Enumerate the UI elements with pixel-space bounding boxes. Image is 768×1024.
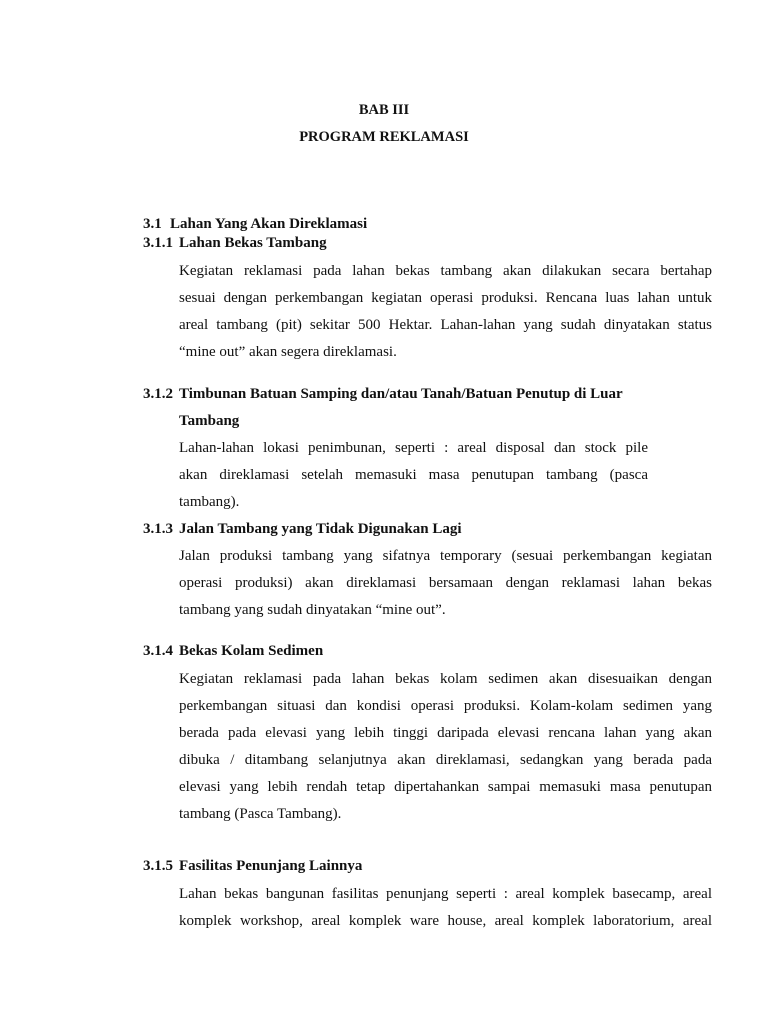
section-title: Fasilitas Penunjang Lainnya [179, 858, 363, 874]
paragraph-line: komplek workshop, areal komplek ware house, areal komplek laboratorium, areal [179, 913, 712, 929]
section-number: 3.1.3 [143, 521, 173, 537]
paragraph-line: tambang yang sudah dinyatakan “mine out”. [179, 602, 446, 618]
section-number: 3.1 [143, 216, 162, 232]
section-3-1-3-heading [143, 521, 462, 538]
paragraph-line: dibuka / ditambang selanjutnya akan direklamasi, sedangkan yang berada pada [179, 752, 712, 768]
paragraph-line: areal tambang (pit) sekitar 500 Hektar. Lahan-lahan yang sudah dinyatakan status [179, 317, 712, 333]
paragraph-line: perkembangan situasi dan kondisi operasi produksi. Kolam-kolam sedimen yang [179, 698, 712, 714]
paragraph-line: tambang (Pasca Tambang). [179, 806, 342, 822]
paragraph-line: Kegiatan reklamasi pada lahan bekas kolam sedimen akan disesuaikan dengan [179, 671, 712, 687]
paragraph-line: Jalan produksi tambang yang sifatnya temporary (sesuai perkembangan kegiatan [179, 548, 712, 564]
section-number: 3.1.4 [143, 643, 173, 659]
chapter-number: BAB III [358, 102, 410, 118]
section-title: Lahan Bekas Tambang [179, 235, 327, 251]
paragraph-line: berada pada elevasi yang lebih tinggi daripada elevasi rencana lahan yang akan [179, 725, 712, 741]
section-3-1-2-heading [143, 386, 623, 403]
section-number: 3.1.2 [143, 386, 173, 402]
paragraph-line: Lahan bekas bangunan fasilitas penunjang seperti : areal komplek basecamp, areal [179, 886, 712, 902]
section-number: 3.1.1 [143, 235, 173, 251]
section-3-1-2-heading-cont: Tambang [179, 413, 240, 429]
section-3-1-4-heading [143, 643, 323, 660]
section-3-1-heading [143, 216, 367, 233]
paragraph-line: Kegiatan reklamasi pada lahan bekas tambang akan dilakukan secara bertahap [179, 263, 712, 279]
paragraph-line: tambang). [179, 494, 240, 510]
chapter-title: PROGRAM REKLAMASI [299, 129, 469, 145]
paragraph-line: “mine out” akan segera direklamasi. [179, 344, 397, 360]
section-3-1-5-heading [143, 858, 362, 875]
section-title: Bekas Kolam Sedimen [179, 643, 324, 659]
section-title: Jalan Tambang yang Tidak Digunakan Lagi [179, 521, 462, 537]
paragraph-line: Lahan-lahan lokasi penimbunan, seperti : areal disposal dan stock pile [179, 440, 648, 456]
paragraph-line: elevasi yang lebih rendah tetap dipertahankan sampai memasuki masa penutupan [179, 779, 712, 795]
section-number: 3.1.5 [143, 858, 173, 874]
paragraph-line: sesuai dengan perkembangan kegiatan operasi produksi. Rencana luas lahan untuk [179, 290, 712, 306]
paragraph-line: akan direklamasi setelah memasuki masa penutupan tambang (pasca [179, 467, 648, 483]
paragraph-line: operasi produksi) akan direklamasi bersamaan dengan reklamasi lahan bekas [179, 575, 712, 591]
section-title: Timbunan Batuan Samping dan/atau Tanah/Batuan Penutup di Luar [179, 386, 623, 402]
section-3-1-1-heading [143, 235, 327, 252]
section-title: Lahan Yang Akan Direklamasi [170, 216, 368, 232]
